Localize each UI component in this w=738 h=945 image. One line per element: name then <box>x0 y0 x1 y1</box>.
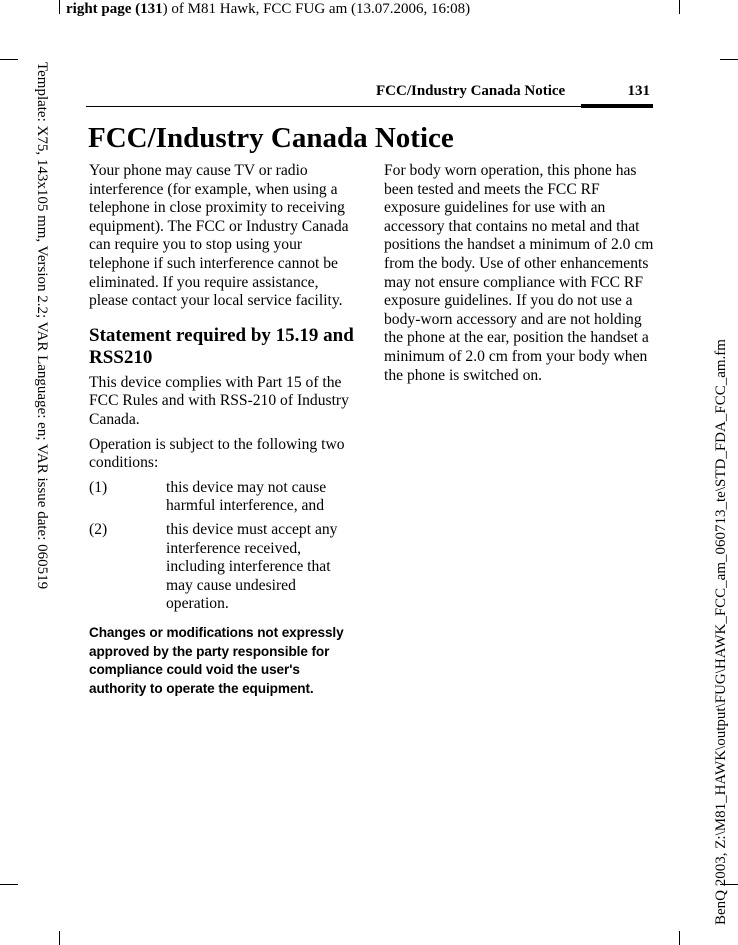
condition-text: this device must accept any interference received, including interference that may cause undesired operation. <box>166 520 338 613</box>
side-note-left <box>33 62 51 642</box>
print-header-page: 131 <box>140 1 163 17</box>
page-number: 131 <box>627 83 650 99</box>
crop-mark <box>59 931 60 945</box>
crop-mark <box>0 884 18 885</box>
condition-item <box>89 479 355 516</box>
crop-mark <box>0 59 18 60</box>
condition-number: (2) <box>89 520 108 538</box>
print-header-prefix: right page ( <box>66 1 141 17</box>
body-worn-paragraph: For body worn operation, this phone has been tested and meets the FCC RF exposure guidelines for use with an accessory that contains no metal and that positions the handset a minimum of 2.0 cm from the body. Use of other enhancements may not ensure compliance with FCC RF exposure guidelines. If you do not use a body-worn accessory and are not holding the phone at the ear, position the handset a minimum of 2.0 cm from your body when the phone is switched on. <box>384 162 654 384</box>
warning-note: Changes or modifications not expressly approved by the party responsible for compliance could void the user's authority to operate the equipment. <box>89 624 344 697</box>
print-header <box>66 0 470 18</box>
statement-heading: Statement required by 15.19 and RSS210 <box>89 324 354 368</box>
condition-text: this device may not cause harmful interference, and <box>166 478 327 515</box>
crop-mark <box>679 931 680 945</box>
condition-item <box>89 521 355 614</box>
header-rule-accent <box>581 104 653 108</box>
header-rule <box>86 106 581 107</box>
condition-number: (1) <box>89 478 108 496</box>
intro-paragraph: Your phone may cause TV or radio interference (for example, when using a telephone in close proximity to receiving equipment). The FCC or Industry Canada can require you to stop using your telephone if such interference cannot be eliminated. If you require assistance, please contact your local service facility. <box>89 162 349 310</box>
compliance-paragraph: This device complies with Part 15 of the FCC Rules and with RSS-210 of Industry Canada. <box>89 373 349 428</box>
file-path-info: BenQ 2003, Z:\M81_HAWK\output\FUG\HAWK_FCC_am_060713_te\STD_FDA_FCC_am.fm <box>713 339 729 925</box>
operation-paragraph: Operation is subject to the following two conditions: <box>89 435 345 472</box>
running-head-title: FCC/Industry Canada Notice <box>376 83 566 99</box>
crop-mark <box>679 0 680 14</box>
crop-mark <box>59 0 60 14</box>
right-column <box>384 162 654 391</box>
side-note-right <box>712 225 730 925</box>
left-column <box>89 162 355 699</box>
crop-mark <box>720 59 738 60</box>
page-title: FCC/Industry Canada Notice <box>88 122 454 154</box>
print-header-suffix: ) of M81 Hawk, FCC FUG am (13.07.2006, 16:08) <box>162 1 471 17</box>
template-info: Template: X75, 143x105 mm, Version 2.2; VAR Language: en; VAR issue date: 060519 <box>34 62 50 590</box>
